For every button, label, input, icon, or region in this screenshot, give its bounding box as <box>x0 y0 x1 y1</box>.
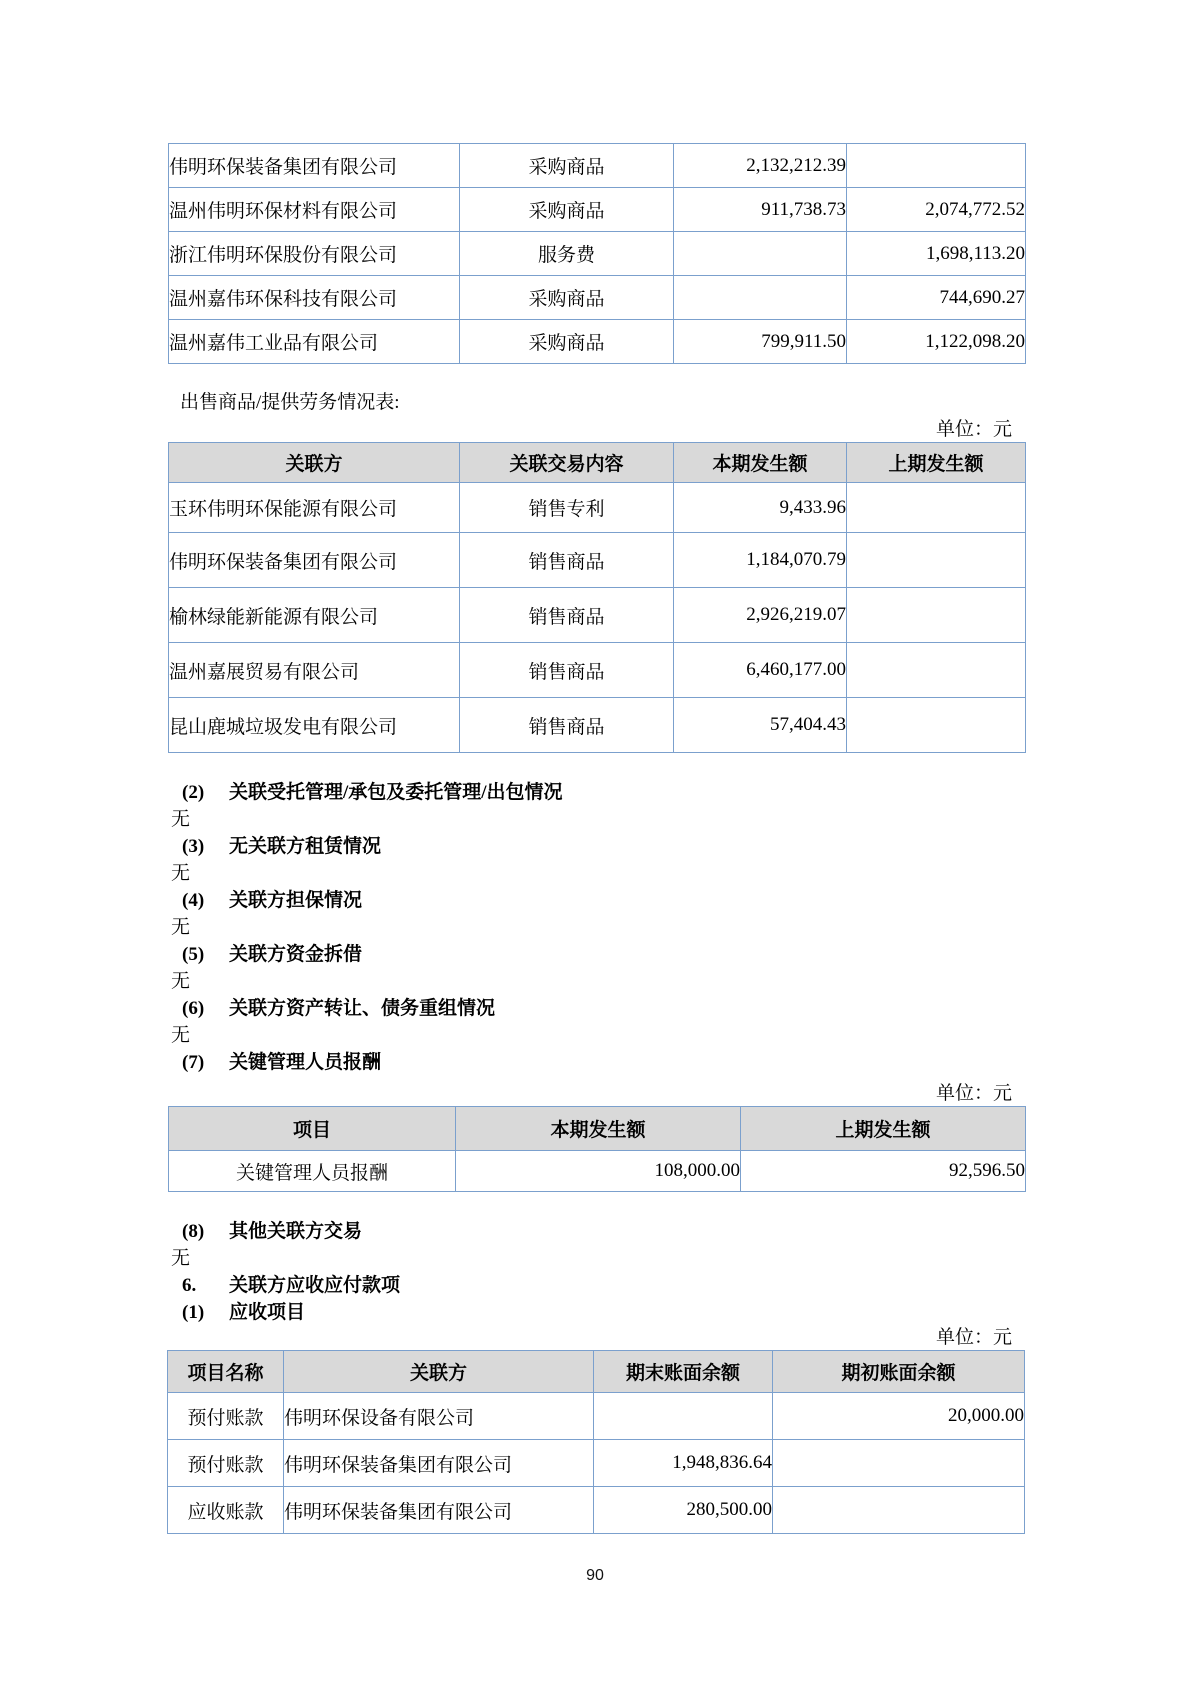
party-cell: 温州嘉伟环保科技有限公司 <box>169 276 460 320</box>
prior-amount-cell: 92,596.50 <box>741 1151 1026 1192</box>
item-note: 无 <box>171 809 191 830</box>
prior-amount-cell <box>847 533 1026 588</box>
party-cell: 玉环伟明环保能源有限公司 <box>169 483 460 533</box>
list-item-heading <box>168 1272 1025 1299</box>
content-cell: 销售专利 <box>460 483 674 533</box>
column-header: 项目名称 <box>168 1351 284 1393</box>
party-cell: 伟明环保装备集团有限公司 <box>284 1487 594 1534</box>
table-row <box>169 276 1026 320</box>
item-title: 关联受托管理/承包及委托管理/出包情况 <box>229 782 563 803</box>
table-row <box>169 1151 1026 1192</box>
list-item-heading <box>168 779 1025 806</box>
page-content <box>168 0 1025 1534</box>
table-row <box>169 144 1026 188</box>
sales-table <box>168 442 1026 753</box>
list-item-heading <box>168 887 1025 914</box>
table-header-row <box>169 1107 1026 1151</box>
column-header: 关联方 <box>284 1351 594 1393</box>
party-cell: 昆山鹿城垃圾发电有限公司 <box>169 698 460 753</box>
beginning-balance-cell <box>773 1440 1025 1487</box>
item-number: (1) <box>182 1302 205 1323</box>
list-item-heading <box>168 833 1025 860</box>
party-cell: 伟明环保装备集团有限公司 <box>169 144 460 188</box>
content-cell: 采购商品 <box>460 188 674 232</box>
prior-amount-cell <box>847 698 1026 753</box>
party-cell: 伟明环保装备集团有限公司 <box>169 533 460 588</box>
item-title: 无关联方租赁情况 <box>229 836 382 857</box>
column-header: 上期发生额 <box>847 443 1026 483</box>
item-title: 其他关联方交易 <box>229 1221 363 1242</box>
list-item-heading <box>168 1299 1025 1326</box>
item-title: 应收项目 <box>229 1302 306 1323</box>
item-cell: 应收账款 <box>168 1487 284 1534</box>
prior-amount-cell: 744,690.27 <box>847 276 1026 320</box>
beginning-balance-cell: 20,000.00 <box>773 1393 1025 1440</box>
party-cell: 伟明环保装备集团有限公司 <box>284 1440 594 1487</box>
list-item-heading <box>168 995 1025 1022</box>
item-number: (4) <box>182 890 205 911</box>
prior-amount-cell <box>847 483 1026 533</box>
table-row <box>169 698 1026 753</box>
column-header: 期末账面余额 <box>594 1351 773 1393</box>
content-cell: 销售商品 <box>460 698 674 753</box>
party-cell: 榆林绿能新能源有限公司 <box>169 588 460 643</box>
column-header: 项目 <box>169 1107 456 1151</box>
current-amount-cell <box>674 232 847 276</box>
current-amount-cell: 2,926,219.07 <box>674 588 847 643</box>
item-title: 关联方担保情况 <box>229 890 363 911</box>
table-row <box>169 483 1026 533</box>
table-row <box>169 588 1026 643</box>
column-header: 期初账面余额 <box>773 1351 1025 1393</box>
page-number: 90 <box>586 1567 604 1584</box>
item-number: (8) <box>182 1221 205 1242</box>
column-header: 关联交易内容 <box>460 443 674 483</box>
party-cell: 温州伟明环保材料有限公司 <box>169 188 460 232</box>
receivables-table <box>167 1350 1025 1534</box>
item-note: 无 <box>171 971 191 992</box>
ending-balance-cell <box>594 1393 773 1440</box>
current-amount-cell: 1,184,070.79 <box>674 533 847 588</box>
prior-amount-cell <box>847 588 1026 643</box>
table-row <box>169 533 1026 588</box>
content-cell: 销售商品 <box>460 533 674 588</box>
table-row <box>168 1440 1025 1487</box>
item-note: 无 <box>171 1248 191 1269</box>
item-title: 关联方应收应付款项 <box>229 1275 401 1296</box>
content-cell: 销售商品 <box>460 588 674 643</box>
table-row <box>168 1393 1025 1440</box>
party-cell: 伟明环保设备有限公司 <box>284 1393 594 1440</box>
current-amount-cell: 6,460,177.00 <box>674 643 847 698</box>
content-cell: 采购商品 <box>460 144 674 188</box>
compensation-table <box>168 1106 1026 1192</box>
table-row <box>169 643 1026 698</box>
column-header: 本期发生额 <box>456 1107 741 1151</box>
purchase-table <box>168 143 1026 364</box>
table-header-row <box>168 1351 1025 1393</box>
column-header: 本期发生额 <box>674 443 847 483</box>
item-title: 关键管理人员报酬 <box>229 1052 382 1073</box>
prior-amount-cell <box>847 144 1026 188</box>
related-party-items <box>168 779 1025 1076</box>
item-number: (7) <box>182 1052 205 1073</box>
prior-amount-cell: 1,122,098.20 <box>847 320 1026 364</box>
item-cell: 预付账款 <box>168 1393 284 1440</box>
unit-label: 单位：元 <box>935 1083 1012 1104</box>
table-row <box>169 232 1026 276</box>
party-cell: 温州嘉伟工业品有限公司 <box>169 320 460 364</box>
item-title: 关联方资产转让、债务重组情况 <box>229 998 496 1019</box>
item-number: (3) <box>182 836 205 857</box>
table-header-row <box>169 443 1026 483</box>
current-amount-cell: 108,000.00 <box>456 1151 741 1192</box>
item-cell: 预付账款 <box>168 1440 284 1487</box>
item-number: 6. <box>182 1275 197 1296</box>
beginning-balance-cell <box>773 1487 1025 1534</box>
current-amount-cell: 57,404.43 <box>674 698 847 753</box>
item-cell: 关键管理人员报酬 <box>169 1151 456 1192</box>
current-amount-cell: 9,433.96 <box>674 483 847 533</box>
content-cell: 销售商品 <box>460 643 674 698</box>
prior-amount-cell: 2,074,772.52 <box>847 188 1026 232</box>
unit-label: 单位：元 <box>935 1327 1012 1348</box>
content-cell: 采购商品 <box>460 276 674 320</box>
table-row <box>169 188 1026 232</box>
item-number: (2) <box>182 782 205 803</box>
party-cell: 温州嘉展贸易有限公司 <box>169 643 460 698</box>
item-title: 关联方资金拆借 <box>229 944 363 965</box>
item-note: 无 <box>171 917 191 938</box>
list-item-heading <box>168 1049 1025 1076</box>
current-amount-cell: 2,132,212.39 <box>674 144 847 188</box>
party-cell: 浙江伟明环保股份有限公司 <box>169 232 460 276</box>
table-row <box>168 1487 1025 1534</box>
item-number: (6) <box>182 998 205 1019</box>
ending-balance-cell: 1,948,836.64 <box>594 1440 773 1487</box>
sales-table-title: 出售商品/提供劳务情况表: <box>180 392 400 413</box>
current-amount-cell: 911,738.73 <box>674 188 847 232</box>
column-header: 关联方 <box>169 443 460 483</box>
table-row <box>169 320 1026 364</box>
receivable-payable-items <box>168 1218 1025 1326</box>
unit-label: 单位：元 <box>935 419 1012 440</box>
column-header: 上期发生额 <box>741 1107 1026 1151</box>
prior-amount-cell: 1,698,113.20 <box>847 232 1026 276</box>
item-number: (5) <box>182 944 205 965</box>
ending-balance-cell: 280,500.00 <box>594 1487 773 1534</box>
content-cell: 服务费 <box>460 232 674 276</box>
prior-amount-cell <box>847 643 1026 698</box>
current-amount-cell <box>674 276 847 320</box>
current-amount-cell: 799,911.50 <box>674 320 847 364</box>
list-item-heading <box>168 1218 1025 1245</box>
item-note: 无 <box>171 863 191 884</box>
list-item-heading <box>168 941 1025 968</box>
content-cell: 采购商品 <box>460 320 674 364</box>
item-note: 无 <box>171 1025 191 1046</box>
